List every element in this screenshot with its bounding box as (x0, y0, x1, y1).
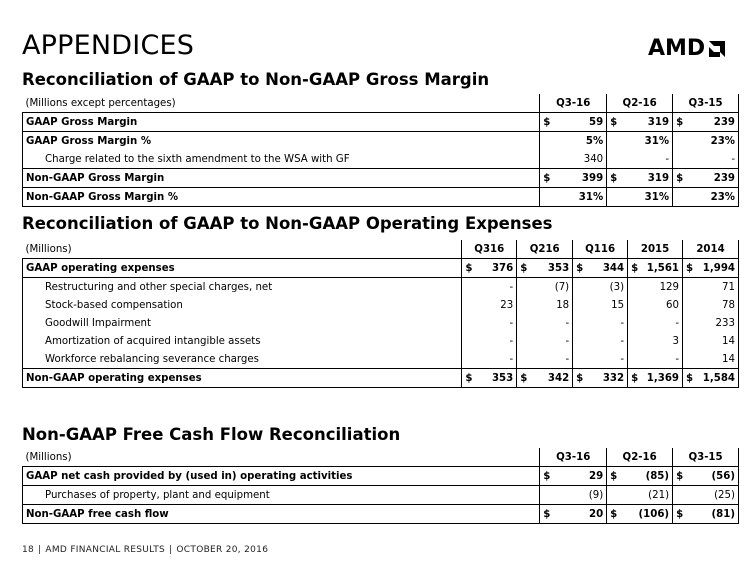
dollar-sign: $ (576, 262, 584, 274)
value-cell (628, 332, 683, 350)
cell-value: 23 (500, 299, 514, 311)
value-cell (517, 259, 573, 278)
value-cell (462, 369, 517, 388)
cell-value: 23% (710, 191, 735, 203)
cell-value: 31% (644, 191, 670, 203)
value-cell (673, 132, 739, 151)
value-cell (573, 259, 628, 278)
cell-value: - (675, 353, 680, 365)
cell-value: 1,994 (702, 262, 735, 274)
dollar-sign: $ (465, 262, 473, 274)
column-header: Q2-16 (607, 448, 673, 467)
logo-text: AMD (648, 36, 706, 61)
column-header: Q3-15 (673, 448, 739, 467)
row-label: Amortization of acquired intangible assets (23, 332, 462, 350)
cell-value: 29 (588, 470, 604, 482)
value-cell (607, 150, 673, 169)
value-cell (462, 314, 517, 332)
value-cell (628, 350, 683, 369)
cell-value: 60 (666, 299, 680, 311)
column-header: Q3-16 (540, 94, 607, 113)
value-cell (462, 278, 517, 297)
value-cell (540, 486, 607, 505)
cell-value: (56) (711, 470, 735, 482)
value-cell (517, 278, 573, 297)
page-number: 18 (22, 545, 35, 555)
header-label: (Millions except percentages) (23, 94, 540, 113)
value-cell (628, 314, 683, 332)
dollar-sign: $ (543, 470, 551, 482)
value-cell (540, 113, 607, 132)
table-row (23, 332, 739, 350)
dollar-sign: $ (676, 172, 684, 184)
value-cell (607, 132, 673, 151)
value-cell (540, 150, 607, 169)
value-cell (573, 314, 628, 332)
table-row (23, 188, 739, 207)
row-label: Workforce rebalancing severance charges (23, 350, 462, 369)
dollar-sign: $ (686, 372, 694, 384)
column-header: Q216 (517, 240, 573, 259)
value-cell (607, 169, 673, 188)
dollar-sign: $ (676, 116, 684, 128)
opex-table (22, 240, 739, 388)
column-header: Q2-16 (607, 94, 673, 113)
cell-value: 14 (722, 335, 735, 347)
value-cell (517, 332, 573, 350)
cell-value: - (731, 153, 735, 165)
row-label: GAAP net cash provided by (used in) operating activities (23, 467, 540, 486)
dollar-sign: $ (520, 372, 528, 384)
value-cell (517, 350, 573, 369)
gross-margin-table (22, 94, 739, 207)
dollar-sign: $ (543, 172, 551, 184)
value-cell (517, 369, 573, 388)
footer-date: OCTOBER 20, 2016 (176, 545, 269, 555)
cell-value: 5% (585, 135, 604, 147)
cell-value: 18 (556, 299, 570, 311)
table-row (23, 169, 739, 188)
dollar-sign: $ (543, 116, 551, 128)
dollar-sign: $ (676, 470, 684, 482)
value-cell (607, 505, 673, 524)
cell-value: 23% (710, 135, 735, 147)
amd-logo (648, 36, 727, 61)
table-row (23, 296, 739, 314)
column-header: 2015 (628, 240, 683, 259)
row-label: GAAP operating expenses (23, 259, 462, 278)
cell-value: 1,584 (702, 372, 735, 384)
table-row (23, 113, 739, 132)
cell-value: 78 (722, 299, 735, 311)
column-header: 2014 (683, 240, 739, 259)
cell-value: - (565, 353, 570, 365)
dollar-sign: $ (686, 262, 694, 274)
column-header: Q316 (462, 240, 517, 259)
fcf-table (22, 448, 739, 524)
cell-value: (9) (588, 489, 604, 501)
dollar-sign: $ (631, 262, 639, 274)
footer (22, 545, 268, 555)
table-row (23, 350, 739, 369)
value-cell (540, 169, 607, 188)
value-cell (607, 486, 673, 505)
cell-value: 20 (588, 508, 604, 520)
value-cell (573, 332, 628, 350)
dollar-sign: $ (610, 470, 618, 482)
value-cell (683, 296, 739, 314)
cell-value: 376 (491, 262, 514, 274)
value-cell (628, 369, 683, 388)
cell-value: 59 (588, 116, 604, 128)
cell-value: - (620, 335, 625, 347)
value-cell (462, 259, 517, 278)
value-cell (673, 188, 739, 207)
row-label: Goodwill Impairment (23, 314, 462, 332)
value-cell (517, 314, 573, 332)
cell-value: 31% (644, 135, 670, 147)
row-label: Non-GAAP operating expenses (23, 369, 462, 388)
header-label: (Millions) (23, 240, 462, 259)
dollar-sign: $ (610, 172, 618, 184)
cell-value: (7) (554, 281, 570, 293)
cell-value: - (620, 353, 625, 365)
table-row (23, 467, 739, 486)
cell-value: 31% (578, 191, 604, 203)
dollar-sign: $ (543, 508, 551, 520)
cell-value: - (620, 317, 625, 329)
cell-value: 233 (715, 317, 735, 329)
value-cell (673, 169, 739, 188)
cell-value: (81) (711, 508, 735, 520)
value-cell (462, 296, 517, 314)
row-label: Stock-based compensation (23, 296, 462, 314)
value-cell (683, 350, 739, 369)
cell-value: 3 (672, 335, 680, 347)
cell-value: 15 (611, 299, 625, 311)
column-header: Q3-16 (540, 448, 607, 467)
row-label: Non-GAAP Gross Margin % (23, 188, 540, 207)
cell-value: - (565, 317, 570, 329)
value-cell (683, 314, 739, 332)
value-cell (540, 188, 607, 207)
cell-value: 1,561 (646, 262, 680, 274)
cell-value: 399 (581, 172, 604, 184)
cell-value: - (565, 335, 570, 347)
row-label: Restructuring and other special charges, net (23, 278, 462, 297)
value-cell (607, 188, 673, 207)
value-cell (673, 467, 739, 486)
cell-value: (21) (648, 489, 670, 501)
column-header: Q3-15 (673, 94, 739, 113)
cell-value: 319 (647, 172, 670, 184)
dollar-sign: $ (631, 372, 639, 384)
cell-value: 14 (722, 353, 735, 365)
value-cell (540, 467, 607, 486)
cell-value: 239 (713, 116, 735, 128)
table-row (23, 505, 739, 524)
cell-value: - (509, 353, 514, 365)
cell-value: 129 (659, 281, 680, 293)
value-cell (683, 278, 739, 297)
cell-value: 1,369 (646, 372, 680, 384)
value-cell (683, 259, 739, 278)
row-label: Purchases of property, plant and equipment (23, 486, 540, 505)
gross-margin-section-title: Reconciliation of GAAP to Non-GAAP Gross Margin (22, 70, 490, 89)
value-cell (607, 467, 673, 486)
footer-text: AMD FINANCIAL RESULTS (45, 545, 166, 555)
cell-value: 71 (722, 281, 735, 293)
value-cell (607, 113, 673, 132)
value-cell (683, 369, 739, 388)
value-cell (628, 296, 683, 314)
value-cell (683, 332, 739, 350)
cell-value: - (509, 335, 514, 347)
value-cell (573, 350, 628, 369)
dollar-sign: $ (465, 372, 473, 384)
value-cell (628, 278, 683, 297)
table-row (23, 314, 739, 332)
value-cell (673, 113, 739, 132)
value-cell (673, 150, 739, 169)
cell-value: 319 (647, 116, 670, 128)
table-row (23, 132, 739, 151)
cell-value: (25) (714, 489, 735, 501)
slide-title: APPENDICES (22, 30, 195, 61)
value-cell (540, 505, 607, 524)
value-cell (517, 296, 573, 314)
cell-value: 332 (602, 372, 625, 384)
row-label: Non-GAAP free cash flow (23, 505, 540, 524)
cell-value: (85) (645, 470, 670, 482)
cell-value: (3) (609, 281, 625, 293)
cell-value: - (509, 317, 514, 329)
cell-value: 353 (547, 262, 570, 274)
value-cell (673, 505, 739, 524)
value-cell (573, 278, 628, 297)
table-row (23, 150, 739, 169)
cell-value: 344 (602, 262, 625, 274)
header-label: (Millions) (23, 448, 540, 467)
row-label: Charge related to the sixth amendment to the WSA with GF (23, 150, 540, 169)
cell-value: 340 (583, 153, 604, 165)
table-row (23, 486, 739, 505)
cell-value: 342 (547, 372, 570, 384)
opex-section-title: Reconciliation of GAAP to Non-GAAP Operating Expenses (22, 214, 553, 233)
cell-value: - (509, 281, 514, 293)
value-cell (628, 259, 683, 278)
column-header: Q116 (573, 240, 628, 259)
value-cell (540, 132, 607, 151)
cell-value: 239 (713, 172, 735, 184)
cell-value: - (665, 153, 670, 165)
dollar-sign: $ (610, 508, 618, 520)
table-row (23, 259, 739, 278)
value-cell (573, 369, 628, 388)
value-cell (573, 296, 628, 314)
amd-arrow-logo-icon (707, 39, 727, 59)
row-label: GAAP Gross Margin (23, 113, 540, 132)
cell-value: (106) (638, 508, 670, 520)
dollar-sign: $ (610, 116, 618, 128)
row-label: GAAP Gross Margin % (23, 132, 540, 151)
table-row (23, 369, 739, 388)
cell-value: - (675, 317, 680, 329)
dollar-sign: $ (520, 262, 528, 274)
footer-separator: | (38, 545, 42, 555)
table-row (23, 278, 739, 297)
footer-separator-2: | (169, 545, 173, 555)
value-cell (462, 332, 517, 350)
value-cell (462, 350, 517, 369)
cell-value: 353 (491, 372, 514, 384)
fcf-section-title: Non-GAAP Free Cash Flow Reconciliation (22, 425, 401, 444)
value-cell (673, 486, 739, 505)
dollar-sign: $ (676, 508, 684, 520)
dollar-sign: $ (576, 372, 584, 384)
row-label: Non-GAAP Gross Margin (23, 169, 540, 188)
